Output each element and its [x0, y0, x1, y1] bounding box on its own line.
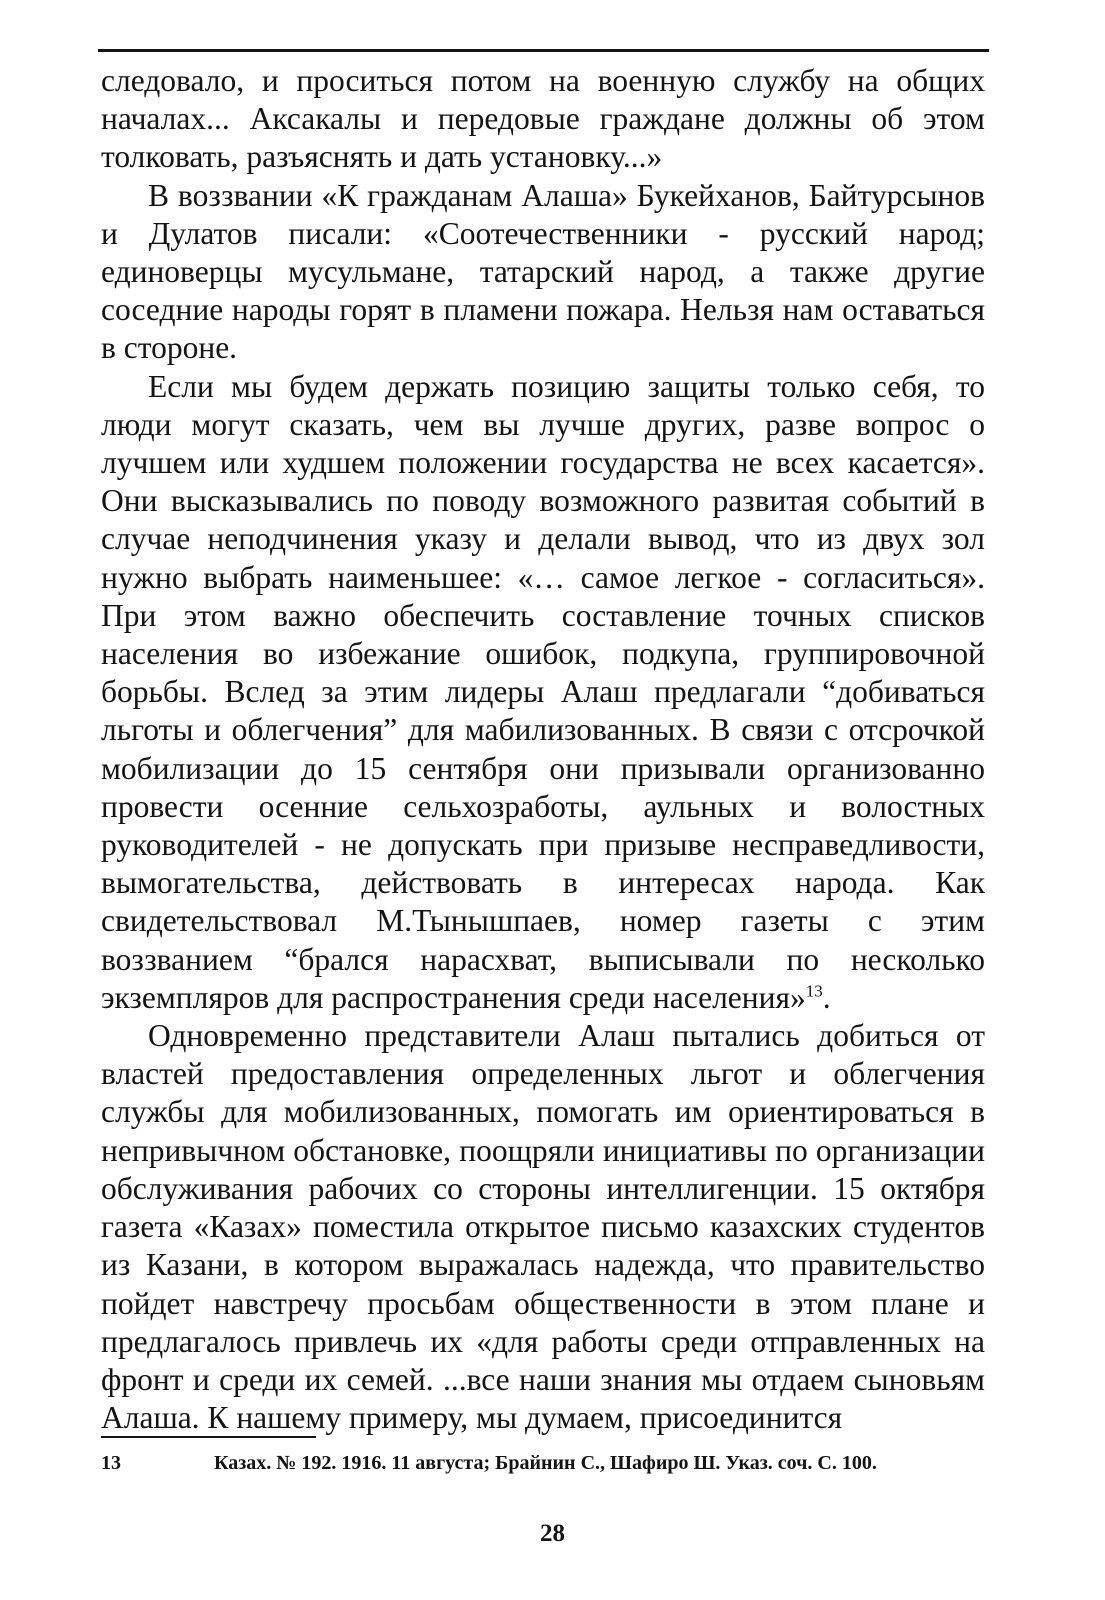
paragraph-4: Одновременно представители Алаш пытались добиться от властей предоставления определенных льгот и облегчения службы для мобилизованных, помогать им ориентироваться в непривычном обстановке, поощряли инициативы по организации обслуживания рабочих со стороны интеллигенции. 15 октября газета «Казах» поместила открытое письмо казахских студентов из Казани, в котором выражалась надежда, что правительство пойдет навстречу просьбам общественности в этом плане и предлагалось привлечь их «для работы среди отправленных на фронт и среди их семей. ...все наши знания мы отдаем сыновьям Алаша. К нашему примеру, мы думаем, присоединится: [101, 1018, 985, 1436]
paragraph-3-end: .: [822, 979, 831, 1015]
footnote: [101, 1447, 985, 1479]
footnote-text: Казах. № 192. 1916. 11 августа; Брайнин С., Шафиро Ш. Указ. соч. С. 100.: [214, 1452, 877, 1474]
body-text: [101, 62, 985, 1437]
page-number: 28: [540, 1520, 565, 1547]
footnote-number: 13: [101, 1452, 121, 1474]
paragraph-1: следовало, и проситься потом на военную службу на общих началах... Аксакалы и передовые граждане должны об этом толковать, разъяснять и дать установку...»: [101, 63, 985, 175]
paragraph-3: [101, 368, 985, 1017]
footnote-reference[interactable]: 13: [805, 981, 823, 1001]
footnote-rule: [101, 1436, 316, 1438]
top-rule: [98, 49, 989, 52]
paragraph-2: В воззвании «К гражданам Алаша» Букейханов, Байтурсынов и Дулатов писали: «Соотечественники - русский народ; единоверцы мусульмане, татарский народ, а также другие соседние народы горят в пламени пожара. Нельзя нам оставаться в стороне.: [101, 177, 985, 366]
paragraph-3-text: Если мы будем держать позицию защиты только себя, то люди могут сказать, чем вы лучше других, разве вопрос о лучшем или худшем положении государства не всех касается». Они высказывались по поводу возможного развитая событий в случае неподчинения указу и делали вывод, что из двух зол нужно выбрать наименьшее: «… самое легкое - согласиться». При этом важно обеспечить составление точных списков населения во избежание ошибок, подкупа, группировочной борьбы. Вслед за этим лидеры Алаш предлагали “добиваться льготы и облегчения” для мабилизованных. В связи с отсрочкой мобилизации до 15 сентября они призывали организованно провести осенние сельхозработы, аульных и волостных руководителей - не допускать при призыве несправедливости, вымогательства, действовать в интересах народа. Как свидетельствовал М.Тынышпаев, номер газеты с этим воззванием “брался нарасхват, выписывали по несколько экземпляров для распространения среди населения»: [101, 368, 985, 1015]
